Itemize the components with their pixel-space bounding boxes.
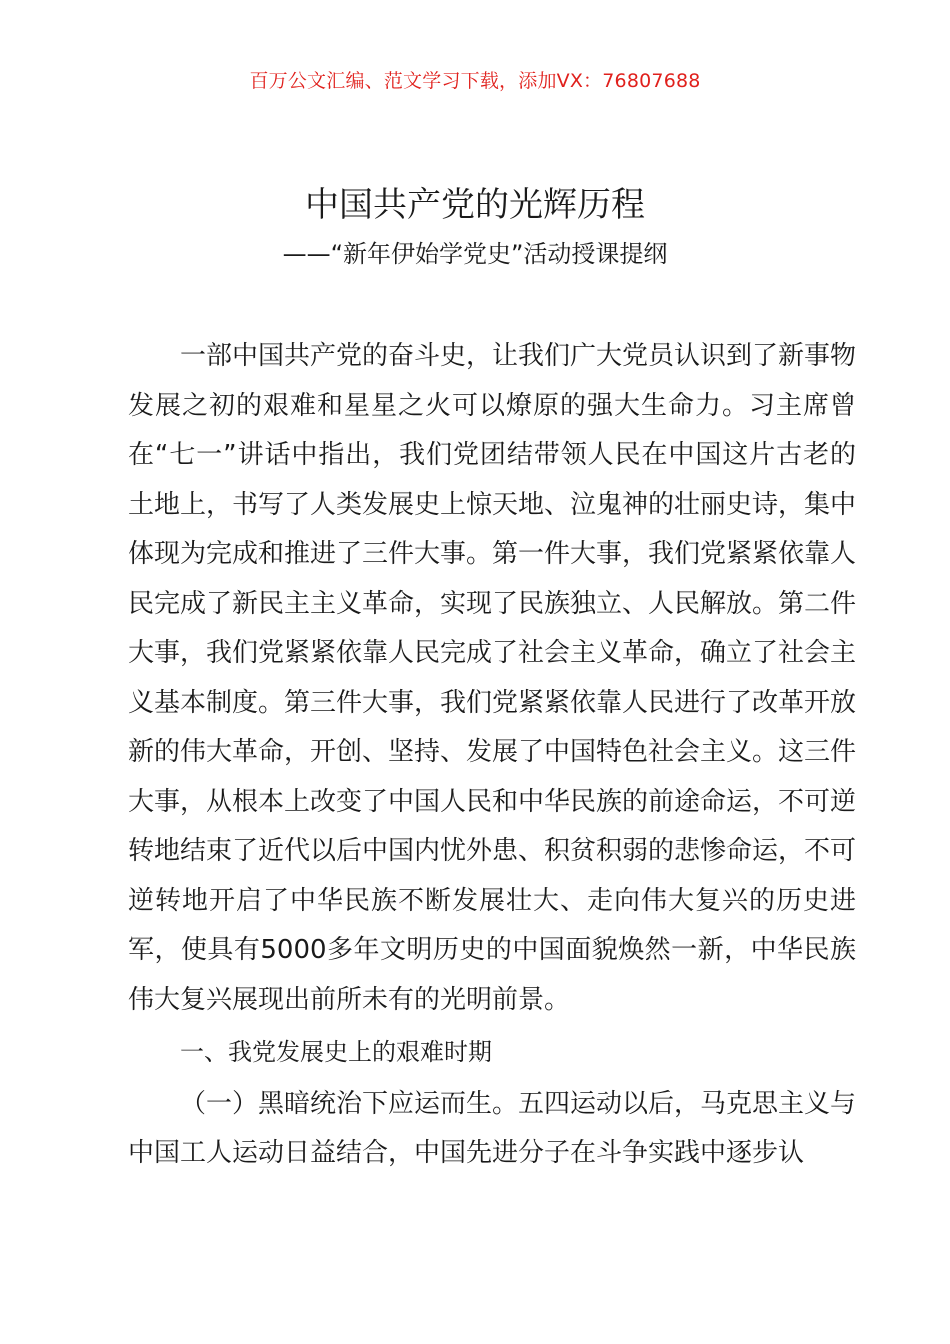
- document-title: 中国共产党的光辉历程: [305, 185, 645, 225]
- promo-header: 百万公文汇编、范文学习下载，添加VX：76807688: [249, 70, 701, 92]
- intro-paragraph: 一部中国共产党的奋斗史，让我们广大党员认识到了新事物发展之初的艰难和星星之火可以燎原的强大生命力。习主席曾在“七一”讲话中指出，我们党团结带领人民在中国这片古老的土地上，书写了人类发展史上惊天地、泣鬼神的壮丽史诗，集中体现为完成和推进了三件大事。第一件大事，我们党紧紧依靠人民完成了新民主主义革命，实现了民族独立、人民解放。第二件大事，我们党紧紧依靠人民完成了社会主义革命，确立了社会主义基本制度。第三件大事，我们党紧紧依靠人民进行了改革开放新的伟大革命，开创、坚持、发展了中国特色社会主义。这三件大事，从根本上改变了中国人民和中华民族的前途命运，不可逆转地结束了近代以后中国内忧外患、积贫积弱的悲惨命运，不可逆转地开启了中华民族不断发展壮大、走向伟大复兴的历史进军，使具有5000多年文明历史的中国面貌焕然一新，中华民族伟大复兴展现出前所未有的光明前景。: [128, 341, 857, 1015]
- section-heading: 一、我党发展史上的艰难时期: [180, 1038, 492, 1066]
- document-subtitle: ——“新年伊始学党史”活动授课提纲: [282, 240, 668, 268]
- section-paragraph: （一）黑暗统治下应运而生。五四运动以后，马克思主义与中国工人运动日益结合，中国先进分子在斗争实践中逐步认: [128, 1088, 857, 1168]
- document-body: [128, 332, 856, 1179]
